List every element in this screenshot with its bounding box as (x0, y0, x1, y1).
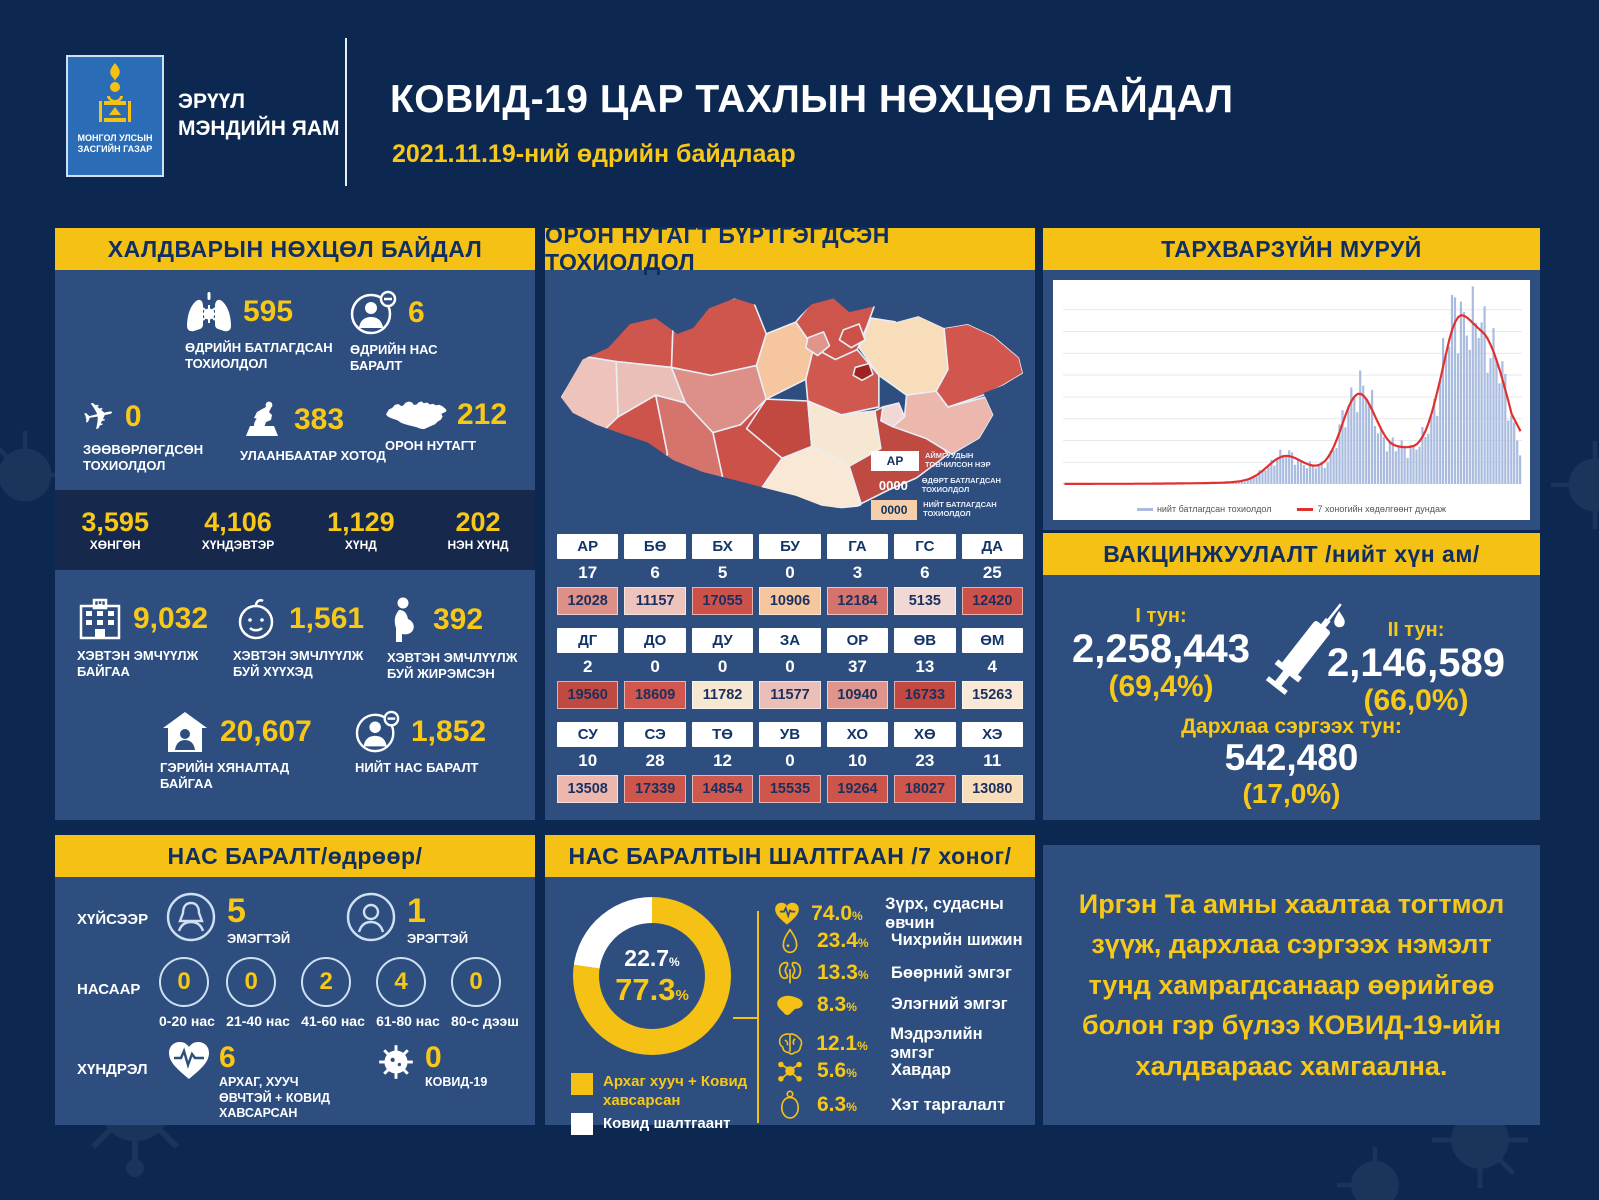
province-cell: ТӨ 12 14854 (692, 722, 753, 803)
covid-only-deaths (375, 1041, 525, 1091)
donut-legend-covid: Ковид шалтгаант (571, 1113, 731, 1135)
curve-panel-title: ТАРХВАРЗҮЙН МУРУЙ (1043, 228, 1540, 270)
obesity-icon (773, 1090, 807, 1120)
virus-decoration-icon (1540, 430, 1599, 540)
plane-icon: ✈ (78, 393, 119, 441)
province-cell: ХО 10 19264 (827, 722, 888, 803)
pregnant-icon (387, 596, 423, 644)
message-panel (1043, 845, 1540, 1125)
home-care-icon (160, 710, 210, 754)
deaths-panel-title: НАС БАРАЛТ/өдрөөр/ (55, 835, 535, 877)
legend-daily-sample: 0000 (878, 478, 908, 493)
covid-only-deaths-label: КОВИД-19 (425, 1075, 488, 1089)
heart-icon (773, 902, 801, 926)
header (0, 0, 1599, 210)
hospital-icon (77, 596, 123, 642)
age-groups (159, 957, 519, 1030)
female-icon (165, 891, 217, 948)
brain-icon (773, 1032, 806, 1056)
infection-panel (55, 228, 535, 820)
page-title: КОВИД-19 ЦАР ТАХЛЫН НӨХЦӨЛ БАЙДАЛ (390, 78, 1234, 121)
lungs-virus-icon (185, 290, 233, 334)
person-minus-icon (350, 290, 398, 336)
death-causes-panel (545, 835, 1035, 1132)
severity-mild: 3,595 ХӨНГӨН (81, 507, 149, 552)
legend-abbr-sample: АР (871, 451, 919, 471)
booster-block (1043, 715, 1540, 810)
home-isolation-label: ГЭРИЙН ХЯНАЛТАД БАЙГАА (160, 760, 290, 792)
mongolia-choropleth-map (553, 276, 1027, 528)
male-deaths-label: ЭРЭГТЭЙ (407, 930, 469, 946)
statue-icon (240, 398, 284, 442)
person-minus-icon (355, 710, 401, 754)
cause-label: Зүрх, судасны өвчин (885, 895, 1004, 932)
female-deaths-value: 5 (227, 891, 246, 930)
death-causes-donut: 22.7% 77.3% (573, 897, 731, 1055)
virus-icon (375, 1041, 417, 1088)
cause-label: Хавдар (891, 1061, 952, 1079)
cause-label: Бөөрний эмгэг (891, 963, 1012, 982)
chronic-deaths-value: 6 (219, 1041, 236, 1074)
daily-deaths-label: ӨДРИЙН НАС БАРАЛТ (350, 342, 438, 374)
province-cell: СЭ 28 17339 (624, 722, 685, 803)
province-cell: ӨВ 13 16733 (894, 628, 955, 709)
province-cell: ХӨ 23 18027 (894, 722, 955, 803)
liver-icon (773, 994, 807, 1016)
epidemic-curve-chart (1053, 280, 1530, 520)
ulaanbaatar-cases-value: 383 (294, 403, 345, 436)
province-cell: ДА 25 12420 (962, 534, 1023, 615)
government-logo (66, 55, 164, 177)
dose1-pct: (69,4%) (1108, 670, 1214, 703)
mongolia-map-icon (385, 398, 447, 432)
cause-pct: 8.3% (817, 992, 857, 1016)
cause-label: Чихрийн шижин (891, 931, 1023, 949)
province-cell: БХ 5 17055 (692, 534, 753, 615)
ministry-name: ЭРҮҮЛ МЭНДИЙН ЯАМ (178, 90, 340, 141)
booster-pct: (17,0%) (1242, 777, 1341, 809)
province-cell: ӨМ 4 15263 (962, 628, 1023, 709)
dose2-label: II тун: (1387, 619, 1445, 641)
page-subtitle: 2021.11.19-ний өдрийн байдлаар (392, 140, 796, 168)
province-cell: ДУ 0 11782 (692, 628, 753, 709)
hospitalized-value: 9,032 (133, 602, 209, 635)
legend-total-sample: 0000 (871, 500, 917, 520)
total-deaths-value: 1,852 (411, 715, 487, 748)
svg-text:Н: Н (97, 600, 103, 610)
province-table (557, 534, 1023, 816)
province-cell: БӨ 6 11157 (624, 534, 685, 615)
province-table-row (557, 534, 1023, 615)
hospitalized-pregnant-value: 392 (433, 603, 484, 636)
government-label: МОНГОЛ УЛСЫН ЗАСГИЙН ГАЗАР (77, 133, 153, 155)
dose2-pct: (66,0%) (1363, 684, 1469, 717)
hospitalized-children-value: 1,561 (289, 602, 365, 635)
provincial-cases-value: 212 (457, 398, 508, 431)
soyombo-icon (98, 63, 132, 129)
donut-chronic-pct: 77.3 (615, 971, 676, 1007)
chronic-deaths (167, 1041, 347, 1122)
province-cell: ГС 6 5135 (894, 534, 955, 615)
regional-panel-title: ОРОН НУТАГТ БҮРТГЭГДСЭН ТОХИОЛДОЛ (545, 228, 1035, 270)
daily-confirmed-value: 595 (243, 295, 294, 328)
curve-panel (1043, 228, 1540, 530)
gender-row-label: ХҮЙСЭЭР (77, 911, 149, 928)
severity-strip (55, 490, 535, 570)
cause-pct: 23.4% (817, 928, 869, 952)
hospitalized-pregnant-label: ХЭВТЭН ЭМЧЛҮҮЛЖ БУЙ ЖИРЭМСЭН (387, 650, 518, 682)
complication-row-label: ХҮНДРЭЛ (77, 1061, 148, 1078)
age-row-label: НАСААР (77, 981, 141, 998)
cause-label: Хэт таргалалт (891, 1095, 1006, 1114)
kidney-icon (773, 960, 807, 986)
province-table-row (557, 722, 1023, 803)
cause-row (773, 993, 1008, 1017)
female-deaths (165, 891, 290, 948)
province-cell: СУ 10 13508 (557, 722, 618, 803)
province-cell: ОР 37 10940 (827, 628, 888, 709)
severity-severe: 1,129 ХҮНД (327, 507, 395, 552)
daily-confirmed-label: ӨДРИЙН БАТЛАГДСАН ТОХИОЛДОЛ (185, 340, 333, 372)
header-divider (345, 38, 347, 186)
chart-legend-bars: нийт батлагдсан тохиолдол (1156, 504, 1272, 514)
male-deaths (345, 891, 468, 948)
chronic-deaths-label: АРХАГ, ХУУЧ ӨВЧТЭЙ + КОВИД ХАВСАРСАН (219, 1075, 331, 1121)
cause-pct: 12.1% (816, 1032, 868, 1055)
cause-row (773, 1090, 1005, 1120)
covid-only-deaths-value: 0 (425, 1041, 442, 1074)
cause-label: Мэдрэлийн эмгэг (890, 1025, 983, 1062)
home-isolation-value: 20,607 (220, 715, 312, 748)
age-group: 4 61-80 нас (376, 957, 440, 1030)
male-icon (345, 891, 397, 948)
province-table-row (557, 628, 1023, 709)
cause-pct: 5.6% (817, 1058, 857, 1082)
province-cell: АР 17 12028 (557, 534, 618, 615)
cause-row (773, 960, 1012, 986)
baby-icon (233, 596, 279, 642)
donut-covid-pct: 22.7 (624, 944, 670, 971)
virus-decoration-icon (1330, 1140, 1420, 1200)
province-cell: ДГ 2 19560 (557, 628, 618, 709)
severity-critical: 202 НЭН ХҮНД (447, 507, 509, 552)
vaccination-panel (1043, 533, 1540, 820)
dose1-block (1061, 605, 1261, 704)
ulaanbaatar-cases-label: УЛААНБААТАР ХОТОД (240, 448, 386, 463)
diabetes-icon (773, 928, 807, 954)
province-cell: ГА 3 12184 (827, 534, 888, 615)
infection-panel-title: ХАЛДВАРЫН НӨХЦӨЛ БАЙДАЛ (55, 228, 535, 270)
total-deaths-label: НИЙТ НАС БАРАЛТ (355, 760, 479, 775)
cause-label: Элэгний эмгэг (891, 995, 1008, 1013)
death-causes-panel-title: НАС БАРАЛТЫН ШАЛТГААН /7 хоног/ (545, 835, 1035, 877)
female-deaths-label: ЭМЭГТЭЙ (227, 930, 291, 946)
provincial-cases-label: ОРОН НУТАГТ (385, 438, 477, 453)
hospitalized-label: ХЭВТЭН ЭМЧҮҮЛЖ БАЙГАА (77, 648, 199, 680)
booster-label: Дархлаа сэргээх тун: (1181, 715, 1402, 738)
cause-row (773, 928, 1023, 954)
deaths-panel (55, 835, 535, 1125)
public-health-message: Иргэн Та амны хаалтаа тогтмол зүүж, дархлаа сэргээх нэмэлт тунд хамрагдсанаар өөрийгөө болон гэр бүлээ КОВИД-19-ийн халдвараас хамгаална. (1078, 888, 1505, 1081)
booster-value: 542,480 (1224, 737, 1359, 778)
vaccination-panel-title: ВАКЦИНЖУУЛАЛТ /нийт хүн ам/ (1043, 533, 1540, 575)
donut-legend-chronic: Архаг хууч + Ковид хавсарсан (571, 1073, 763, 1111)
causes-bracket (757, 911, 759, 1123)
syringe-icon (1255, 589, 1351, 720)
causes-bracket-stub (733, 1017, 757, 1019)
regional-panel (545, 222, 1035, 820)
imported-cases-label: ЗӨӨВӨРЛӨГДСӨН ТОХИОЛДОЛ (83, 442, 204, 474)
province-cell: ЗА 0 11577 (759, 628, 820, 709)
age-group: 2 41-60 нас (301, 957, 365, 1030)
cause-row (773, 1058, 951, 1084)
chart-legend-line: 7 хоногийн хөдөлгөөнт дундаж (1317, 504, 1447, 514)
cause-pct: 6.3% (817, 1093, 857, 1116)
dose2-value: 2,146,589 (1327, 641, 1505, 685)
province-cell: БУ 0 10906 (759, 534, 820, 615)
cause-pct: 13.3% (817, 961, 869, 984)
province-cell: УВ 0 15535 (759, 722, 820, 803)
province-cell: ДО 0 18609 (624, 628, 685, 709)
daily-deaths-value: 6 (408, 296, 425, 329)
heart-pulse-icon (167, 1041, 211, 1086)
age-group: 0 0-20 нас (159, 957, 215, 1030)
age-group: 0 21-40 нас (226, 957, 290, 1030)
age-group: 0 80-с дээш (451, 957, 519, 1030)
hospitalized-children-label: ХЭВТЭН ЭМЧЛҮҮЛЖ БУЙ ХҮҮХЭД (233, 648, 364, 680)
cancer-icon (773, 1058, 807, 1084)
imported-cases-value: 0 (124, 400, 142, 433)
dose1-label: I тун: (1135, 605, 1187, 627)
severity-moderate: 4,106 ХҮНДЭВТЭР (201, 507, 275, 552)
province-cell: ХЭ 11 13080 (962, 722, 1023, 803)
cause-pct: 74.0% (811, 902, 863, 925)
chart-legend (1053, 504, 1530, 514)
dose1-value: 2,258,443 (1072, 627, 1250, 671)
male-deaths-value: 1 (407, 891, 426, 930)
map-legend: АР АЙМГУУДЫН ТОВЧИЛСОН НЭР 0000 ӨДӨРТ БАТЛАГДСАН ТОХИОЛДОЛ 0000 НИЙТ БАТЛАГДСАН ТОХИОЛДОЛ (871, 451, 1021, 524)
